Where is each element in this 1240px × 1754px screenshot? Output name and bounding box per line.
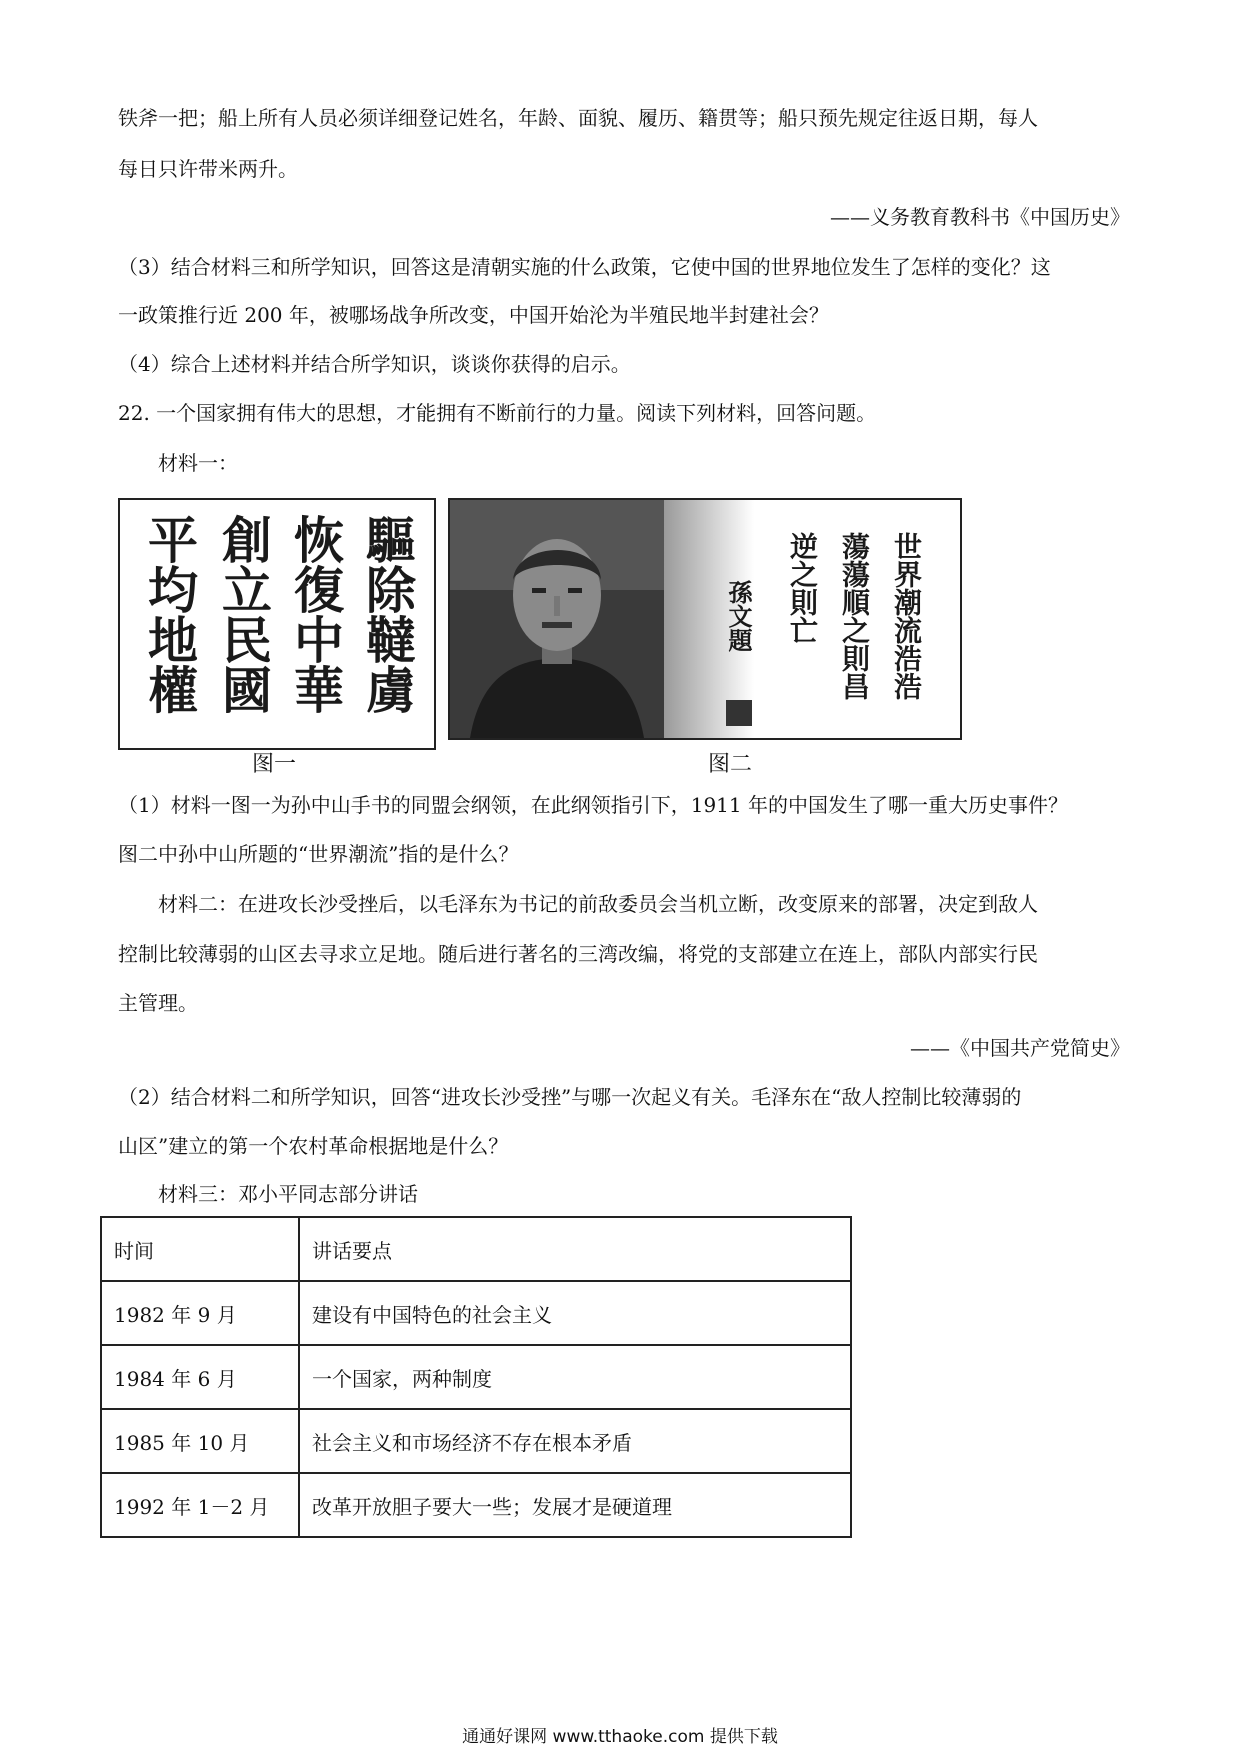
calligraphy-column: 平均地權 <box>140 514 199 714</box>
table-cell-point: 社会主义和市场经济不存在根本矛盾 <box>299 1409 851 1473</box>
material-1-label: 材料一： <box>158 451 238 475</box>
figure-1-caption: 图一 <box>252 752 297 777</box>
table-row <box>101 1409 851 1473</box>
material-3-label: 材料三：邓小平同志部分讲话 <box>158 1182 418 1206</box>
inscription-signature: 孫文題 <box>724 580 753 652</box>
table-cell-time: 1985 年 10 月 <box>101 1409 299 1473</box>
figure-1-calligraphy <box>118 498 436 750</box>
inscription-column: 世界潮流浩浩 <box>890 532 923 700</box>
material-2-line: 控制比较薄弱的山区去寻求立足地。随后进行著名的三湾改编，将党的支部建立在连上，部队内部实行民 <box>118 942 1038 966</box>
inscription-column: 蕩蕩順之則昌 <box>838 532 871 700</box>
source-citation: ——义务教育教科书《中国历史》 <box>830 205 1130 229</box>
question-22-stem: 22. 一个国家拥有伟大的思想，才能拥有不断前行的力量。阅读下列材料，回答问题。 <box>118 401 877 425</box>
table-cell-point: 改革开放胆子要大一些；发展才是硬道理 <box>299 1473 851 1537</box>
inscription-column: 逆之則亡 <box>786 532 819 644</box>
table-cell-time: 1992 年 1－2 月 <box>101 1473 299 1537</box>
table-header-row <box>101 1217 851 1281</box>
speech-table <box>100 1216 852 1538</box>
question-1-line: 图二中孙中山所题的“世界潮流”指的是什么？ <box>118 842 519 866</box>
page-footer: 通通好课网 www.tthaoke.com 提供下载 <box>462 1727 778 1747</box>
question-1-line: （1）材料一图一为孙中山手书的同盟会纲领，在此纲领指引下，1911 年的中国发生了哪一重大历史事件？ <box>118 793 1068 817</box>
table-row <box>101 1345 851 1409</box>
question-2-line: 山区”建立的第一个农村革命根据地是什么？ <box>118 1134 509 1158</box>
body-text-line: 铁斧一把；船上所有人员必须详细登记姓名，年龄、面貌、履历、籍贯等；船只预先规定往返日期，每人 <box>118 106 1038 130</box>
source-citation: ——《中国共产党简史》 <box>910 1036 1130 1060</box>
table-row <box>101 1281 851 1345</box>
material-2-line: 材料二：在进攻长沙受挫后，以毛泽东为书记的前敌委员会当机立断，改变原来的部署，决定到敌人 <box>158 892 1038 916</box>
body-text-line: 每日只许带米两升。 <box>118 157 298 181</box>
question-3-line: （3）结合材料三和所学知识，回答这是清朝实施的什么政策，它使中国的世界地位发生了怎样的变化？这 <box>118 255 1051 279</box>
question-3-line: 一政策推行近 200 年，被哪场战争所改变，中国开始沦为半殖民地半封建社会？ <box>118 303 829 327</box>
table-cell-time: 1982 年 9 月 <box>101 1281 299 1345</box>
question-2-line: （2）结合材料二和所学知识，回答“进攻长沙受挫”与哪一次起义有关。毛泽东在“敌人控制比较薄弱的 <box>118 1085 1022 1109</box>
figure-2-caption: 图二 <box>708 752 753 777</box>
portrait-photo <box>450 500 664 738</box>
question-4: （4）综合上述材料并结合所学知识，谈谈你获得的启示。 <box>118 352 631 376</box>
figure-2-portrait <box>448 498 962 740</box>
table-row <box>101 1473 851 1537</box>
calligraphy-column: 創立民國 <box>214 514 273 714</box>
table-header-cell: 讲话要点 <box>299 1217 851 1281</box>
table-header-cell: 时间 <box>101 1217 299 1281</box>
material-2-line: 主管理。 <box>118 991 198 1015</box>
table-cell-point: 一个国家，两种制度 <box>299 1345 851 1409</box>
table-cell-time: 1984 年 6 月 <box>101 1345 299 1409</box>
seal-stamp <box>726 700 752 726</box>
table-cell-point: 建设有中国特色的社会主义 <box>299 1281 851 1345</box>
calligraphy-column: 驅除韃虜 <box>358 514 417 714</box>
calligraphy-column: 恢復中華 <box>286 514 345 714</box>
